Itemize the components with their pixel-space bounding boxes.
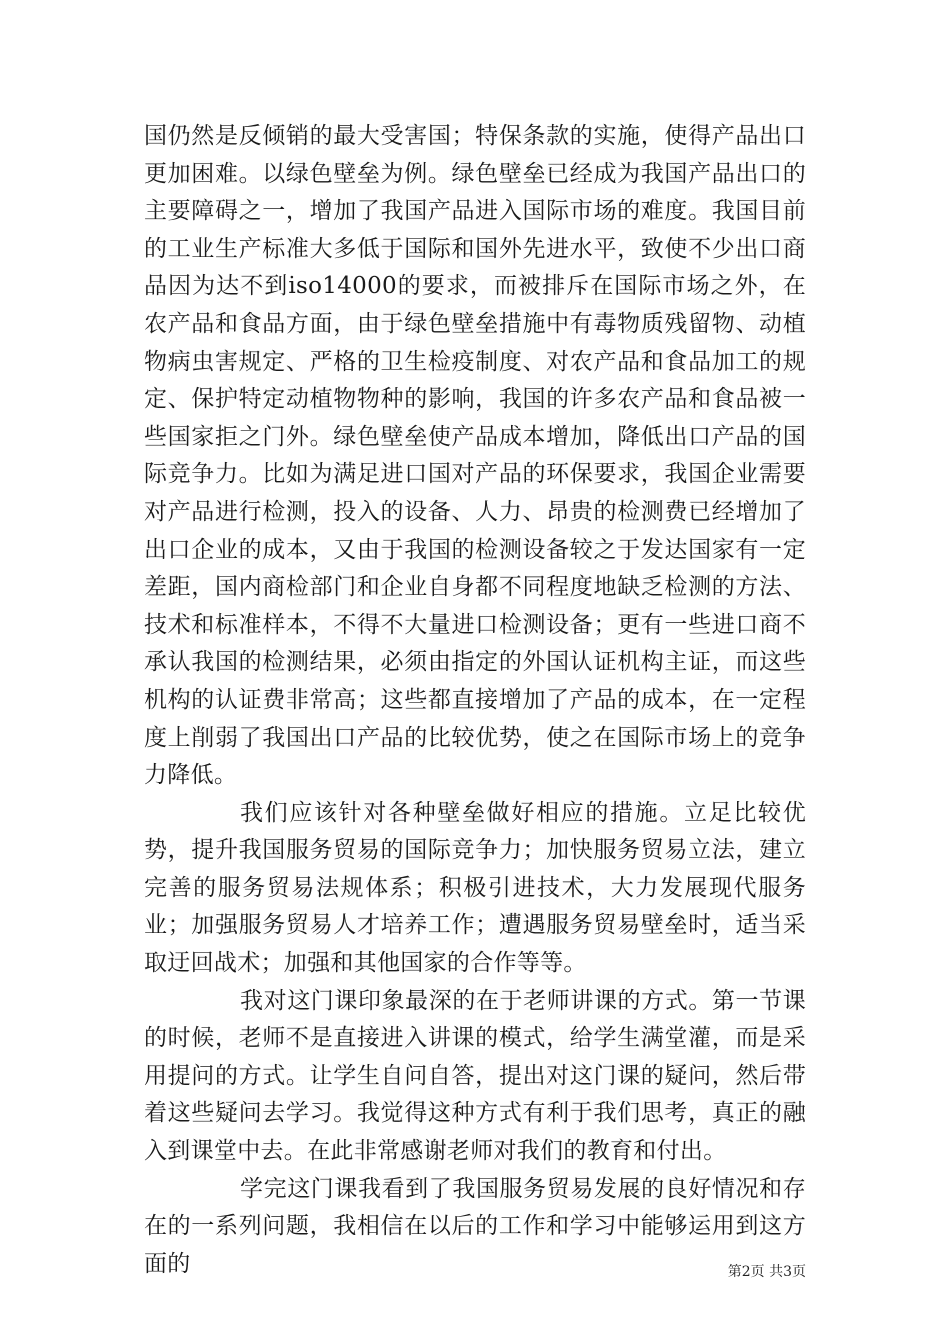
document-body: [144, 118, 806, 1283]
paragraph-measures: 我们应该针对各种壁垒做好相应的措施。立足比较优势，提升我国服务贸易的国际竞争力；加快服务贸易立法，建立完善的服务贸易法规体系；积极引进技术，大力发展现代服务业；加强服务贸易人才培养工作；遭遇服务贸易壁垒时，适当采取迂回战术；加强和其他国家的合作等等。: [144, 799, 806, 977]
paragraph-conclusion: 学完这门课我看到了我国服务贸易发展的良好情况和存在的一系列问题，我相信在以后的工作和学习中能够运用到这方面的: [144, 1175, 806, 1277]
page-number-footer: 第2页 共3页: [727, 1264, 806, 1280]
paragraph-teaching-method: 我对这门课印象最深的在于老师讲课的方式。第一节课的时候，老师不是直接进入讲课的模式，给学生满堂灌，而是采用提问的方式。让学生自问自答，提出对这门课的疑问，然后带着这些疑问去学习。我觉得这种方式有利于我们思考，真正的融入到课堂中去。在此非常感谢老师对我们的教育和付出。: [144, 987, 806, 1165]
paragraph-continued: 国仍然是反倾销的最大受害国；特保条款的实施，使得产品出口更加困难。以绿色壁垒为例。绿色壁垒已经成为我国产品出口的主要障碍之一，增加了我国产品进入国际市场的难度。我国目前的工业生产标准大多低于国际和国外先进水平，致使不少出口商品因为达不到iso14000的要求，而被排斥在国际市场之外，在农产品和食品方面，由于绿色壁垒措施中有毒物质残留物、动植物病虫害规定、严格的卫生检疫制度、对农产品和食品加工的规定、保护特定动植物物种的影响，我国的许多农产品和食品被一些国家拒之门外。绿色壁垒使产品成本增加，降低出口产品的国际竞争力。比如为满足进口国对产品的环保要求，我国企业需要对产品进行检测，投入的设备、人力、昂贵的检测费已经增加了出口企业的成本，又由于我国的检测设备较之于发达国家有一定差距，国内商检部门和企业自身都不同程度地缺乏检测的方法、技术和标准样本，不得不大量进口检测设备；更有一些进口商不承认我国的检测结果，必须由指定的外国认证机构主证，而这些机构的认证费非常高；这些都直接增加了产品的成本，在一定程度上削弱了我国出口产品的比较优势，使之在国际市场上的竞争力降低。: [144, 123, 806, 789]
